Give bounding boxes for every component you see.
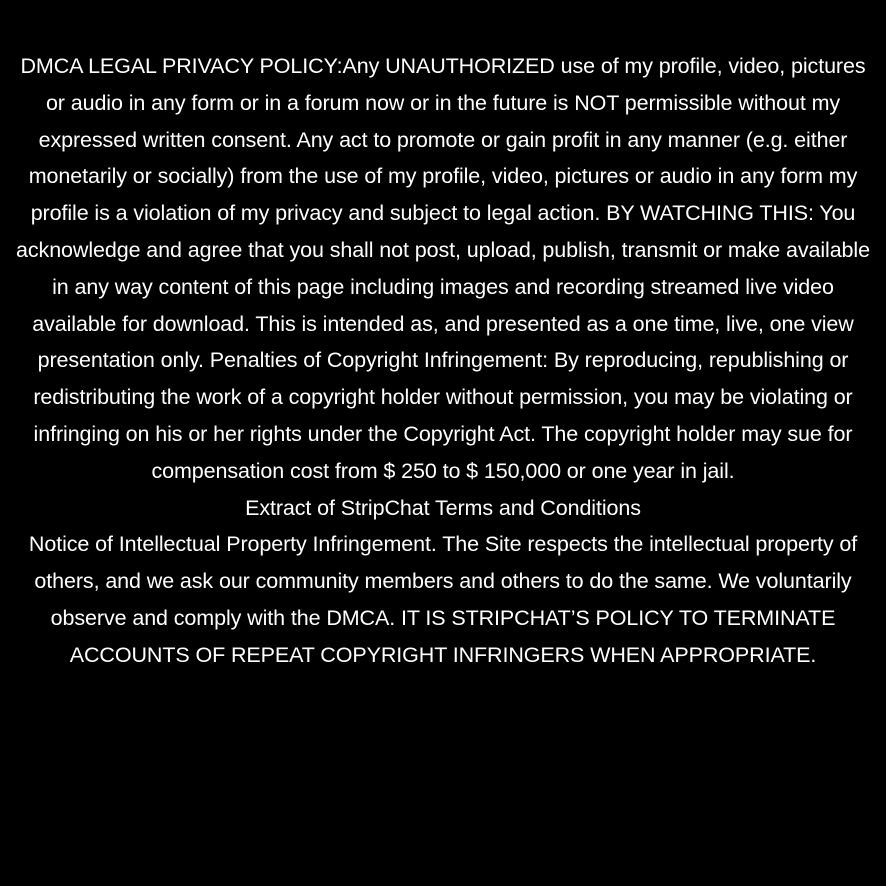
dmca-policy-paragraph: DMCA LEGAL PRIVACY POLICY:Any UNAUTHORIZED use of my profile, video, pictures or audio in any form or in a forum now or in the future is NOT permissible without my expressed written consent. Any act to promote or gain profit in any manner (e.g. either monetarily or socially) from the use of my profile, video, pictures or audio in any form my profile is a violation of my privacy and subject to legal action. BY WATCHING THIS: You acknowledge and agree that you shall not post, upload, publish, transmit or make available in any way content of this page including images and recording streamed live video available for download. This is intended as, and presented as a one time, live, one view presentation only. Penalties of Copyright Infringement: By reproducing, republishing or redistributing the work of a copyright holder without permission, you may be violating or infringing on his or her rights under the Copyright Act. The copyright holder may sue for compensation cost from $ 250 to $ 150,000 or one year in jail. bbox=[16, 54, 870, 483]
ip-infringement-paragraph: Notice of Intellectual Property Infringement. The Site respects the intellectual property of others, and we ask our community members and others to do the same. We voluntarily observe and comply with the DMCA. IT IS STRIPCHAT’S POLICY TO TERMINATE ACCOUNTS OF REPEAT COPYRIGHT INFRINGERS WHEN APPROPRIATE. bbox=[28, 532, 858, 667]
notice-text-block bbox=[14, 48, 872, 674]
terms-heading: Extract of StripChat Terms and Conditions bbox=[245, 495, 641, 520]
